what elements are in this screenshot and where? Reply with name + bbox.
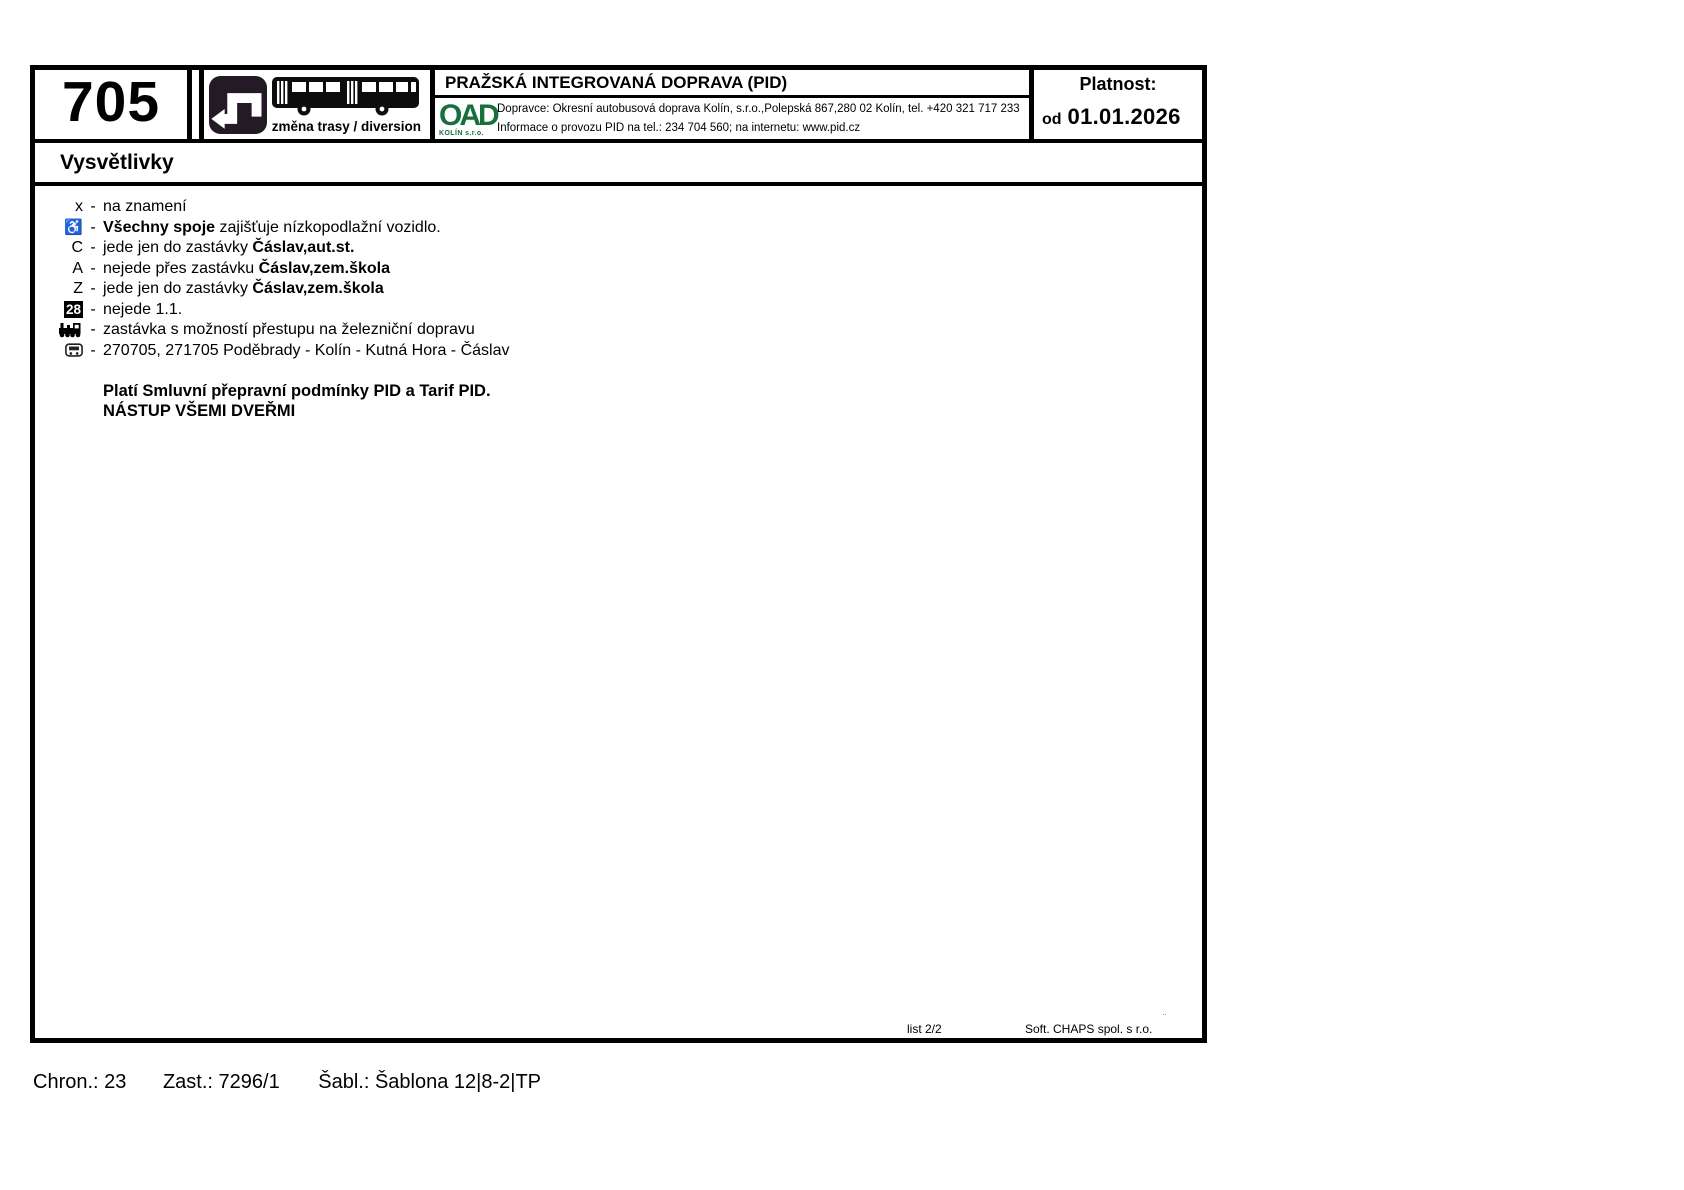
pid-info-body (435, 98, 1029, 137)
route-number: 705 (61, 69, 161, 134)
zast-label: Zast.: 7296/1 (162, 1071, 280, 1093)
corner-mark: ¨ (1163, 1013, 1167, 1024)
bus-icon (271, 76, 421, 121)
legend-item (35, 320, 1202, 341)
header-gap (192, 70, 199, 139)
bus-pictogram-block (271, 76, 421, 134)
legend-item (35, 259, 1202, 280)
pid-info-cell (435, 70, 1034, 139)
legend-text: na znamení (103, 198, 187, 216)
sheet-content (35, 186, 1202, 1038)
legend-text: jede jen do zastávky Čáslav,aut.st. (103, 239, 355, 257)
validity-label: Platnost: (1079, 74, 1157, 94)
bottom-meta (33, 1071, 541, 1094)
legend-separator: - (90, 321, 96, 339)
operator-info (497, 99, 1025, 134)
legend-item (35, 300, 1202, 321)
legend-text: nejede přes zastávku Čáslav,zem.škola (103, 259, 390, 277)
legend-symbol: C (71, 239, 83, 257)
section-bar (35, 143, 1202, 186)
sabl-label: Šabl.: Šablona 12|8-2|TP (318, 1071, 542, 1093)
route-number-cell (35, 70, 192, 139)
bus-front-icon (35, 343, 83, 358)
page-number-label: list 2/2 (907, 1022, 942, 1036)
section-title: Vysvětlivky (60, 150, 174, 174)
operator-line: Dopravce: Okresní autobusová doprava Kolín, s.r.o.,Polepská 867,280 02 Kolín, tel. +420 321 717 233 (497, 103, 1020, 115)
diversion-cell (199, 70, 435, 139)
oad-kolin-logo: OAD KOLÍN s.r.o. (439, 99, 497, 137)
wheelchair-icon: ♿ (64, 219, 83, 237)
legend-text: 270705, 271705 Poděbrady - Kolín - Kutná Hora - Čáslav (103, 341, 510, 359)
sheet-header (35, 70, 1202, 143)
diversion-label: změna trasy / diversion (271, 119, 421, 134)
legend-item (35, 341, 1202, 362)
legend-separator: - (90, 280, 96, 298)
legend-text: nejede 1.1. (103, 300, 183, 318)
legend-item (35, 218, 1202, 239)
timetable-sheet (30, 65, 1207, 1043)
chron-label: Chron.: 23 (33, 1071, 127, 1093)
legend-text: Všechny spoje zajišťuje nízkopodlažní vozidlo. (103, 218, 441, 236)
validity-cell (1034, 70, 1202, 139)
software-label: Soft. CHAPS spol. s r.o. (1025, 1022, 1153, 1036)
legend-text: zastávka s možností přestupu na železniční dopravu (103, 321, 475, 339)
note-boarding: NÁSTUP VŠEMI DVEŘMI (103, 402, 296, 420)
legend-separator: - (90, 341, 96, 359)
note-conditions: Platí Smluvní přepravní podmínky PID a Tarif PID. (103, 382, 491, 400)
legend-separator: - (90, 300, 96, 318)
validity-date: od 01.01.2026 (1042, 104, 1181, 129)
notes-block (103, 381, 1202, 421)
legend-symbol: Z (73, 280, 83, 298)
train-icon (35, 322, 83, 338)
negative-day-box: 28 (65, 302, 81, 318)
legend-list (35, 197, 1202, 361)
legend-separator: - (90, 239, 96, 257)
agency-title: PRAŽSKÁ INTEGROVANÁ DOPRAVA (PID) (435, 70, 1029, 98)
legend-item (35, 279, 1202, 300)
legend-separator: - (90, 259, 96, 277)
legend-symbol: A (72, 259, 83, 277)
info-line: Informace o provozu PID na tel.: 234 704 560; na internetu: www.pid.cz (497, 122, 861, 134)
legend-item (35, 238, 1202, 259)
legend-item (35, 197, 1202, 218)
legend-symbol: x (75, 198, 83, 216)
diversion-arrow-icon (209, 76, 267, 134)
legend-separator: - (90, 198, 96, 216)
legend-separator: - (90, 218, 96, 236)
legend-text: jede jen do zastávky Čáslav,zem.škola (103, 280, 384, 298)
